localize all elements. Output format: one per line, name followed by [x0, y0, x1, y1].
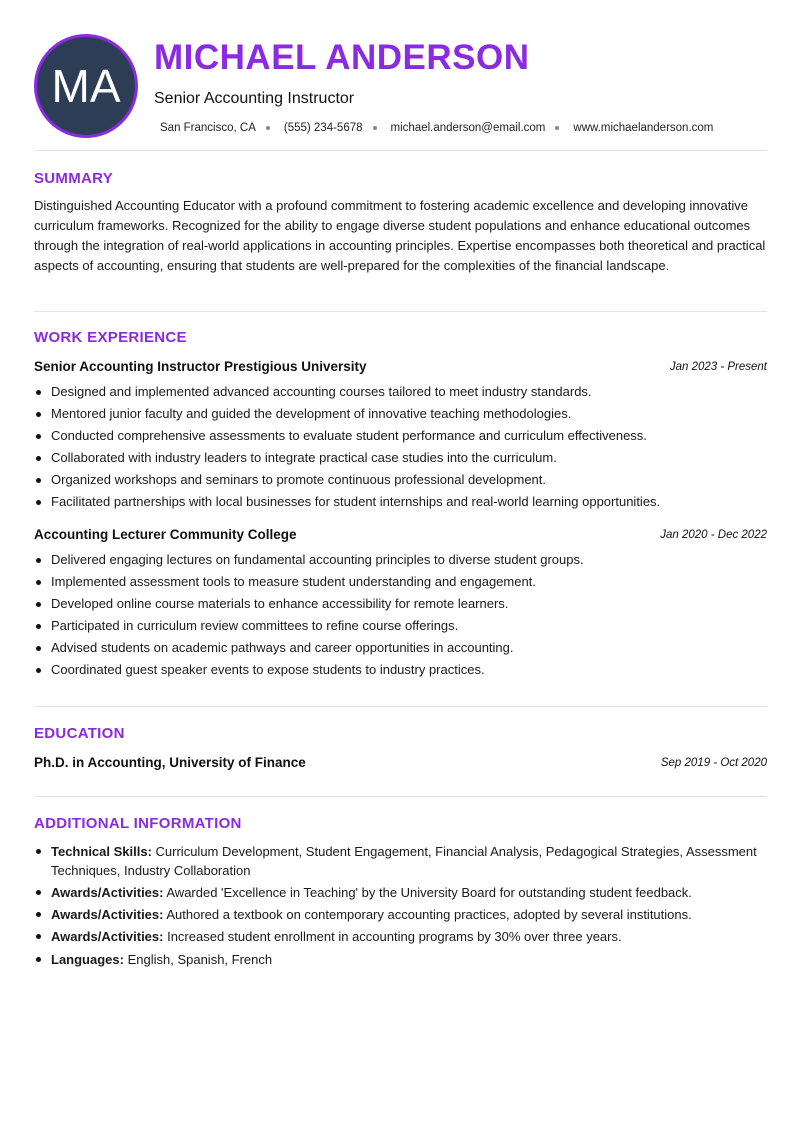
contact-email[interactable]: michael.anderson@email.com [390, 122, 546, 134]
contact-location: San Francisco, CA [160, 122, 256, 134]
list-item: Collaborated with industry leaders to integrate practical case studies into the curriculum. [51, 447, 767, 469]
summary-heading: SUMMARY [34, 170, 114, 187]
list-item: Coordinated guest speaker events to expose students to industry practices. [51, 659, 767, 681]
item-text: Awarded 'Excellence in Teaching' by the University Board for outstanding student feedback. [163, 885, 692, 900]
job-bullet-list [51, 549, 767, 681]
job-bullet-list [51, 381, 767, 513]
list-item: Delivered engaging lectures on fundamental accounting principles to diverse student groups. [51, 549, 767, 571]
list-item [51, 927, 767, 946]
list-item [51, 842, 767, 880]
job-date: Jan 2023 - Present [669, 361, 767, 373]
item-text: Increased student enrollment in accounting programs by 30% over three years. [163, 929, 622, 944]
list-item: Participated in curriculum review committees to refine course offerings. [51, 615, 767, 637]
job-title: Accounting Lecturer Community College [34, 527, 297, 542]
job-header [34, 358, 767, 376]
item-label: Technical Skills: [51, 844, 152, 859]
item-label: Awards/Activities: [51, 885, 164, 900]
list-item: Advised students on academic pathways and career opportunities in accounting. [51, 637, 767, 659]
summary-text: Distinguished Accounting Educator with a profound commitment to fostering academic excellence and developing innovative curriculum frameworks. Recognized for the ability to engage diverse student populations and enhance educational outcomes through the integration of real-world applications in accounting principles. Expertise encompasses both theoretical and practical aspects of accounting, ensuring that students are well-prepared for the complexities of the financial landscape. [34, 198, 766, 273]
job-title: Senior Accounting Instructor Prestigious University [34, 359, 367, 374]
list-item [51, 950, 767, 969]
list-item [51, 905, 767, 924]
avatar [34, 34, 138, 138]
list-item: Facilitated partnerships with local businesses for student internships and real-world learning opportunities. [51, 491, 767, 513]
list-item [51, 883, 767, 902]
candidate-name: MICHAEL ANDERSON [154, 38, 530, 77]
education-heading: EDUCATION [34, 725, 125, 742]
additional-info-list [51, 842, 767, 972]
item-text: English, Spanish, French [123, 952, 273, 967]
degree-title: Ph.D. in Accounting, University of Finance [34, 755, 306, 770]
section-divider [34, 706, 767, 707]
separator-dot [373, 126, 377, 130]
list-item: Mentored junior faculty and guided the development of innovative teaching methodologies. [51, 403, 767, 425]
separator-dot [266, 126, 270, 130]
avatar-initials: MA [51, 60, 121, 112]
item-text: Curriculum Development, Student Engagement, Financial Analysis, Pedagogical Strategies, Assessment Techniques, Industry Collaboration [51, 844, 757, 878]
item-label: Awards/Activities: [51, 907, 164, 922]
section-divider [34, 150, 767, 151]
job-date: Jan 2020 - Dec 2022 [660, 529, 767, 541]
candidate-title: Senior Accounting Instructor [154, 90, 355, 107]
section-divider [34, 311, 767, 312]
resume-header [34, 34, 767, 138]
list-item: Conducted comprehensive assessments to evaluate student performance and curriculum effectiveness. [51, 425, 767, 447]
job-header [34, 526, 767, 544]
list-item: Designed and implemented advanced accounting courses tailored to meet industry standards. [51, 381, 767, 403]
list-item: Organized workshops and seminars to promote continuous professional development. [51, 469, 767, 491]
item-label: Languages: [51, 952, 124, 967]
item-label: Awards/Activities: [51, 929, 164, 944]
item-text: Authored a textbook on contemporary accounting practices, adopted by several institutions. [163, 907, 692, 922]
contact-website[interactable]: www.michaelanderson.com [573, 122, 714, 134]
education-entry [34, 754, 767, 772]
work-experience-heading: WORK EXPERIENCE [34, 329, 187, 346]
list-item: Developed online course materials to enhance accessibility for remote learners. [51, 593, 767, 615]
contact-phone: (555) 234-5678 [283, 122, 363, 134]
separator-dot [555, 126, 559, 130]
contact-line [160, 121, 713, 135]
list-item: Implemented assessment tools to measure student understanding and engagement. [51, 571, 767, 593]
education-date: Sep 2019 - Oct 2020 [660, 757, 767, 769]
additional-info-heading: ADDITIONAL INFORMATION [34, 815, 242, 832]
section-divider [34, 796, 767, 797]
